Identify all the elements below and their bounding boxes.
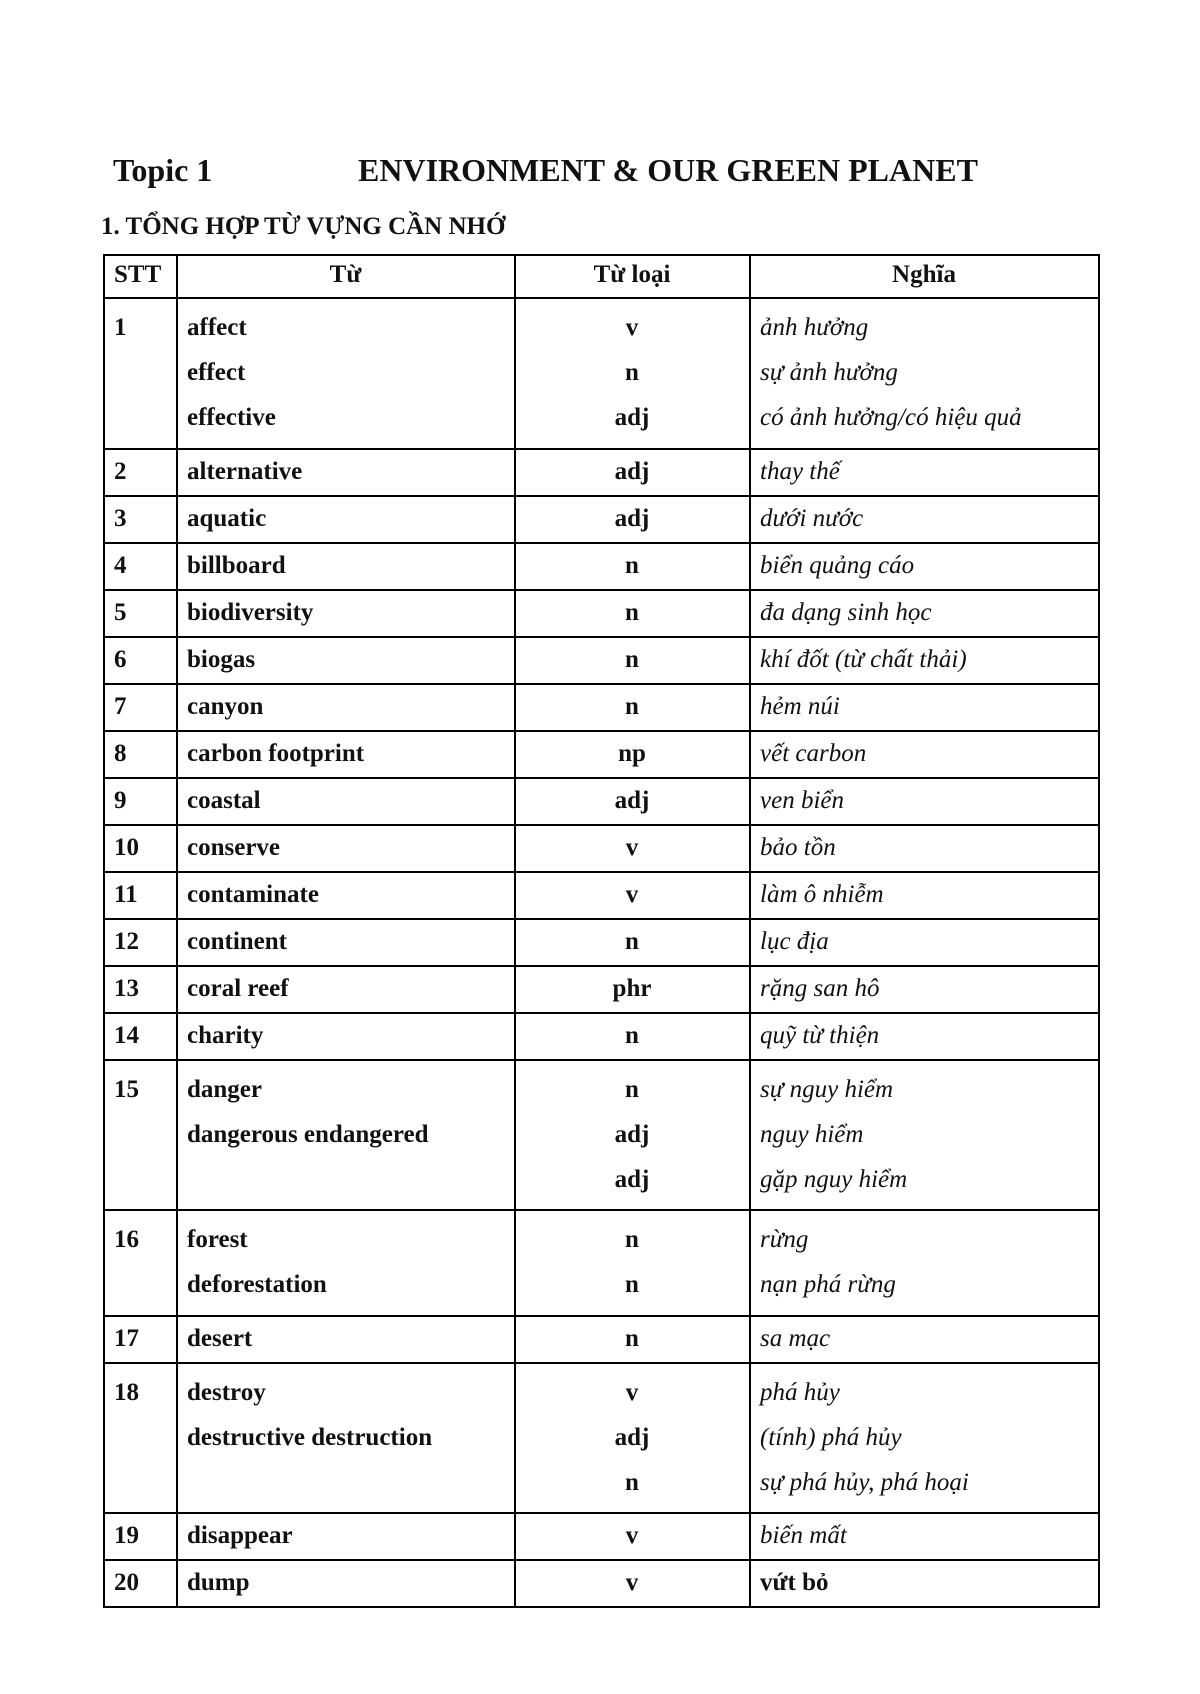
table-row	[104, 543, 1099, 590]
cell-stt: 11	[104, 872, 177, 919]
cell-stt: 10	[104, 825, 177, 872]
cell-meaning-line: sự phá hủy, phá hoại	[760, 1469, 969, 1497]
cell-word-line: disappear	[187, 1522, 293, 1550]
section-heading: 1. TỔNG HỢP TỪ VỰNG CẦN NHỚ	[101, 213, 506, 240]
cell-part-of-speech-line: adj	[614, 404, 650, 432]
cell-part-of-speech-line: adj	[614, 1120, 650, 1148]
cell-part-of-speech	[515, 449, 750, 496]
cell-word-line: forest	[187, 1226, 248, 1254]
cell-part-of-speech-line: v	[625, 880, 639, 908]
table-row	[104, 637, 1099, 684]
cell-word	[177, 684, 515, 731]
table-row	[104, 1013, 1099, 1060]
cell-stt: 12	[104, 919, 177, 966]
cell-word-line: destroy	[187, 1378, 266, 1406]
cell-part-of-speech-line: n	[625, 1075, 639, 1103]
cell-meaning-line: bảo tồn	[760, 833, 836, 861]
cell-word-line: affect	[187, 314, 247, 341]
cell-stt: 3	[104, 496, 177, 543]
cell-word	[177, 1513, 515, 1560]
cell-word-line: aquatic	[187, 504, 267, 532]
cell-meaning-line: (tính) phá hủy	[760, 1423, 902, 1451]
cell-meaning-line: lục địa	[760, 927, 829, 955]
cell-meaning	[750, 966, 1099, 1013]
cell-word-line: contaminate	[187, 880, 319, 908]
cell-stt: 14	[104, 1013, 177, 1060]
cell-word-line: dump	[187, 1569, 250, 1597]
cell-meaning-line: sa mạc	[760, 1324, 831, 1352]
cell-part-of-speech	[515, 1316, 750, 1363]
cell-stt: 8	[104, 731, 177, 778]
cell-meaning	[750, 919, 1099, 966]
cell-meaning	[750, 825, 1099, 872]
cell-part-of-speech	[515, 543, 750, 590]
cell-part-of-speech-line: n	[625, 359, 639, 387]
cell-part-of-speech-line: n	[625, 927, 639, 955]
cell-part-of-speech-line: adj	[614, 1166, 650, 1194]
cell-word	[177, 637, 515, 684]
cell-word	[177, 825, 515, 872]
cell-part-of-speech-line: adj	[614, 1423, 650, 1451]
page-title	[113, 152, 1113, 196]
cell-word-line: desert	[187, 1324, 253, 1352]
cell-part-of-speech	[515, 298, 750, 449]
cell-meaning-line: phá hủy	[760, 1378, 840, 1406]
cell-meaning	[750, 543, 1099, 590]
cell-stt: 15	[104, 1060, 177, 1211]
cell-stt: 9	[104, 778, 177, 825]
cell-meaning-line: ảnh hưởng	[760, 314, 869, 341]
cell-word	[177, 496, 515, 543]
cell-meaning-line: có ảnh hưởng/có hiệu quả	[760, 404, 1022, 432]
cell-word	[177, 919, 515, 966]
cell-meaning-line: biển quảng cáo	[760, 551, 915, 579]
cell-word-line: coastal	[187, 786, 261, 814]
cell-part-of-speech	[515, 731, 750, 778]
table-row	[104, 1060, 1099, 1211]
cell-stt: 18	[104, 1363, 177, 1514]
table-row	[104, 731, 1099, 778]
cell-meaning	[750, 778, 1099, 825]
cell-word	[177, 449, 515, 496]
cell-meaning-line: sự ảnh hưởng	[760, 359, 898, 387]
cell-meaning-line: nạn phá rừng	[760, 1271, 896, 1299]
cell-part-of-speech	[515, 1560, 750, 1607]
table-row	[104, 449, 1099, 496]
cell-part-of-speech	[515, 1013, 750, 1060]
cell-word-line: billboard	[187, 551, 286, 579]
cell-part-of-speech	[515, 919, 750, 966]
cell-word-line: charity	[187, 1021, 264, 1049]
cell-part-of-speech-line: v	[625, 833, 639, 861]
cell-part-of-speech-line: phr	[612, 974, 652, 1002]
cell-part-of-speech	[515, 684, 750, 731]
cell-word-line: carbon footprint	[187, 739, 365, 767]
cell-word	[177, 872, 515, 919]
cell-word-line: conserve	[187, 833, 281, 861]
topic-number: Topic 1	[113, 152, 213, 188]
cell-word	[177, 1060, 515, 1211]
cell-meaning-line: biến mất	[760, 1522, 847, 1550]
cell-part-of-speech	[515, 1210, 750, 1315]
table-row	[104, 1316, 1099, 1363]
cell-part-of-speech-line: n	[625, 598, 639, 626]
cell-stt: 20	[104, 1560, 177, 1607]
table-row	[104, 872, 1099, 919]
cell-word	[177, 590, 515, 637]
cell-meaning	[750, 684, 1099, 731]
cell-word-line: canyon	[187, 692, 264, 720]
cell-part-of-speech-line: n	[625, 1324, 639, 1352]
table-row	[104, 919, 1099, 966]
cell-part-of-speech-line: n	[625, 692, 639, 720]
cell-part-of-speech-line: n	[625, 645, 639, 673]
cell-stt: 17	[104, 1316, 177, 1363]
cell-stt: 2	[104, 449, 177, 496]
cell-meaning	[750, 872, 1099, 919]
cell-part-of-speech-line: v	[625, 1569, 639, 1597]
cell-word	[177, 1013, 515, 1060]
cell-word-line: continent	[187, 927, 287, 955]
cell-part-of-speech-line: n	[625, 1226, 639, 1254]
cell-part-of-speech	[515, 966, 750, 1013]
cell-part-of-speech-line: n	[625, 551, 639, 579]
cell-meaning-line: vứt bỏ	[760, 1569, 829, 1597]
cell-meaning-line: rừng	[760, 1226, 809, 1254]
cell-meaning	[750, 298, 1099, 449]
cell-word	[177, 1363, 515, 1514]
cell-meaning	[750, 590, 1099, 637]
cell-part-of-speech-line: n	[625, 1021, 639, 1049]
cell-word-line: biodiversity	[187, 598, 314, 626]
cell-word-line: destructive destruction	[187, 1423, 433, 1451]
cell-meaning	[750, 496, 1099, 543]
header-word: Từ	[177, 255, 515, 298]
cell-meaning	[750, 1363, 1099, 1514]
table-row	[104, 825, 1099, 872]
cell-word	[177, 298, 515, 449]
table-row	[104, 778, 1099, 825]
cell-stt: 4	[104, 543, 177, 590]
cell-meaning-line: đa dạng sinh học	[760, 598, 932, 626]
cell-part-of-speech	[515, 496, 750, 543]
cell-word	[177, 1316, 515, 1363]
cell-meaning-line: sự nguy hiểm	[760, 1075, 894, 1103]
table-row	[104, 1560, 1099, 1607]
cell-word	[177, 731, 515, 778]
cell-meaning-line: dưới nước	[760, 504, 864, 532]
cell-word-line: danger	[187, 1075, 262, 1103]
cell-meaning-line: rặng san hô	[760, 974, 880, 1002]
cell-meaning-line: khí đốt (từ chất thải)	[760, 645, 967, 673]
cell-meaning	[750, 1013, 1099, 1060]
cell-meaning	[750, 1210, 1099, 1315]
table-body	[104, 298, 1099, 1607]
cell-part-of-speech	[515, 590, 750, 637]
cell-meaning	[750, 1060, 1099, 1211]
cell-meaning	[750, 1513, 1099, 1560]
cell-part-of-speech-line: adj	[614, 457, 650, 485]
cell-part-of-speech-line: v	[625, 314, 639, 341]
table-row	[104, 298, 1099, 449]
cell-stt: 16	[104, 1210, 177, 1315]
cell-stt: 19	[104, 1513, 177, 1560]
cell-stt: 6	[104, 637, 177, 684]
cell-meaning-line: thay thế	[760, 457, 840, 485]
table-row	[104, 1363, 1099, 1514]
cell-meaning-line: ven biển	[760, 786, 844, 814]
table-row	[104, 1210, 1099, 1315]
cell-meaning	[750, 1560, 1099, 1607]
cell-meaning	[750, 449, 1099, 496]
header-stt: STT	[104, 255, 177, 298]
table-header-row	[104, 255, 1099, 298]
cell-word-line: dangerous endangered	[187, 1120, 429, 1148]
cell-part-of-speech	[515, 778, 750, 825]
cell-word-line: effect	[187, 359, 246, 387]
cell-part-of-speech	[515, 825, 750, 872]
cell-stt: 5	[104, 590, 177, 637]
cell-word	[177, 1210, 515, 1315]
cell-word-line: alternative	[187, 457, 303, 485]
cell-meaning	[750, 637, 1099, 684]
cell-part-of-speech-line: n	[625, 1271, 639, 1299]
table-row	[104, 1513, 1099, 1560]
cell-part-of-speech-line: adj	[614, 504, 650, 532]
header-meaning: Nghĩa	[750, 255, 1099, 298]
cell-word	[177, 966, 515, 1013]
cell-part-of-speech-line: v	[625, 1378, 639, 1406]
cell-meaning-line: làm ô nhiễm	[760, 880, 884, 908]
cell-part-of-speech-line: np	[618, 739, 646, 767]
table-row	[104, 966, 1099, 1013]
cell-meaning-line: vết carbon	[760, 739, 867, 767]
cell-part-of-speech	[515, 637, 750, 684]
cell-word-line: effective	[187, 404, 276, 432]
cell-meaning	[750, 731, 1099, 778]
cell-stt: 1	[104, 298, 177, 449]
cell-part-of-speech	[515, 872, 750, 919]
cell-meaning-line: gặp nguy hiểm	[760, 1166, 908, 1194]
table-row	[104, 684, 1099, 731]
cell-part-of-speech	[515, 1363, 750, 1514]
cell-meaning-line: nguy hiểm	[760, 1120, 864, 1148]
cell-meaning-line: hẻm núi	[760, 692, 840, 720]
cell-word-line: biogas	[187, 645, 256, 673]
cell-word	[177, 543, 515, 590]
cell-word-line: deforestation	[187, 1271, 327, 1299]
cell-word	[177, 778, 515, 825]
cell-word	[177, 1560, 515, 1607]
table-row	[104, 590, 1099, 637]
cell-part-of-speech-line: n	[625, 1469, 639, 1497]
cell-word-line: coral reef	[187, 974, 289, 1002]
cell-part-of-speech-line: adj	[614, 786, 650, 814]
table-row	[104, 496, 1099, 543]
cell-part-of-speech	[515, 1060, 750, 1211]
header-part-of-speech: Từ loại	[515, 255, 750, 298]
cell-stt: 13	[104, 966, 177, 1013]
cell-part-of-speech-line: v	[625, 1522, 639, 1550]
vocabulary-table	[103, 254, 1100, 1608]
cell-stt: 7	[104, 684, 177, 731]
cell-meaning	[750, 1316, 1099, 1363]
cell-part-of-speech	[515, 1513, 750, 1560]
cell-meaning-line: quỹ từ thiện	[760, 1021, 880, 1049]
topic-title: ENVIRONMENT & OUR GREEN PLANET	[358, 152, 978, 188]
